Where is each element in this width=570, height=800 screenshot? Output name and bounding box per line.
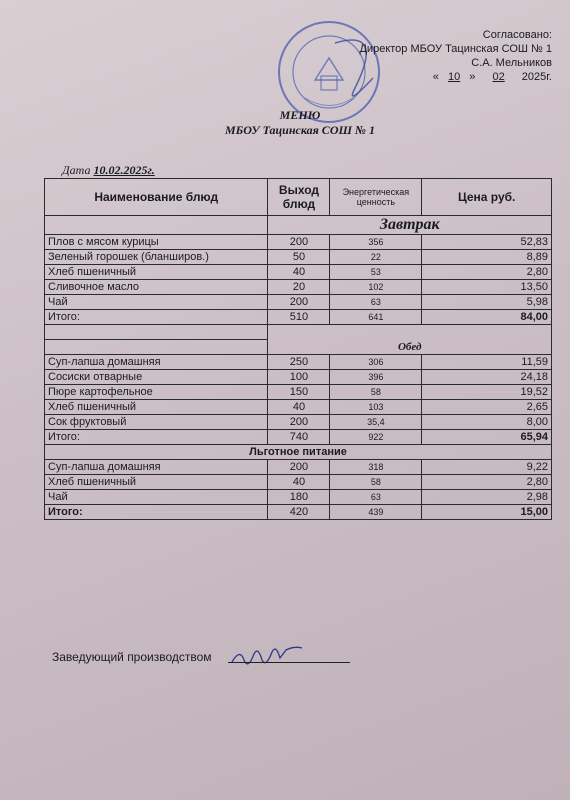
energy-cell: 396 [330,370,422,385]
approval-date [292,70,552,84]
price-cell: 11,59 [422,355,552,370]
output-cell: 250 [268,355,330,370]
table-row [45,280,552,295]
table-row [45,355,552,370]
output-cell: 420 [268,505,330,520]
table-row [45,475,552,490]
total-row [45,430,552,445]
energy-cell: 439 [330,505,422,520]
output-cell: 20 [268,280,330,295]
energy-cell: 306 [330,355,422,370]
table-row [45,400,552,415]
approval-block [292,28,552,84]
header-energy: Энергетическая ценность [330,179,422,216]
dish-name-cell: Итого: [45,430,268,445]
approval-date-close: » [469,71,476,83]
dish-name-cell: Суп-лапша домашняя [45,460,268,475]
energy-cell: 63 [330,490,422,505]
dish-name-cell: Чай [45,490,268,505]
price-cell: 15,00 [422,505,552,520]
dish-name-cell: Сок фруктовый [45,415,268,430]
approval-date-open: « [432,71,439,83]
output-cell: 40 [268,400,330,415]
handwritten-signature [228,640,308,674]
table-row [45,250,552,265]
dish-name-cell: Сосиски отварные [45,370,268,385]
dish-name-cell: Пюре картофельное [45,385,268,400]
table-row [45,415,552,430]
dish-name-cell: Суп-лапша домашняя [45,355,268,370]
price-cell: 8,00 [422,415,552,430]
approval-line2: Директор МБОУ Тацинская СОШ № 1 [359,43,552,55]
approval-day: 10 [447,71,461,83]
energy-cell: 58 [330,475,422,490]
price-cell: 24,18 [422,370,552,385]
energy-cell: 922 [330,430,422,445]
signature-line [228,662,350,663]
date-label: Дата [62,163,91,177]
table-row [45,385,552,400]
dish-name-cell: Зеленый горошек (бланширов.) [45,250,268,265]
price-cell: 2,65 [422,400,552,415]
approval-year: 2025г. [521,71,552,83]
price-cell: 5,98 [422,295,552,310]
lunch-rows [45,355,552,445]
energy-cell: 53 [330,265,422,280]
price-cell: 19,52 [422,385,552,400]
table-row [45,235,552,250]
price-cell: 8,89 [422,250,552,265]
output-cell: 180 [268,490,330,505]
price-cell: 65,94 [422,430,552,445]
section-title-breakfast: Завтрак [268,216,552,235]
price-cell: 2,80 [422,265,552,280]
price-cell: 9,22 [422,460,552,475]
output-cell: 740 [268,430,330,445]
menu-table [44,178,552,520]
approval-month: 02 [492,71,505,83]
benefit-rows [45,460,552,520]
date-value: 10.02.2025г. [93,163,155,177]
breakfast-rows [45,235,552,325]
approval-line3: С.А. Мельников [471,57,552,69]
dish-name-cell: Сливочное масло [45,280,268,295]
output-cell: 40 [268,265,330,280]
dish-name-cell: Итого: [45,505,268,520]
dish-name-cell: Хлеб пшеничный [45,400,268,415]
output-cell: 50 [268,250,330,265]
menu-title: МЕНЮ [279,108,321,122]
energy-cell: 102 [330,280,422,295]
dish-name-cell: Итого: [45,310,268,325]
energy-cell: 58 [330,385,422,400]
section-row-benefit [45,445,552,460]
section-row-breakfast [45,216,552,235]
table-row [45,370,552,385]
output-cell: 510 [268,310,330,325]
energy-cell: 318 [330,460,422,475]
price-cell: 13,50 [422,280,552,295]
output-cell: 200 [268,415,330,430]
page-title [170,108,430,138]
energy-cell: 103 [330,400,422,415]
energy-cell: 356 [330,235,422,250]
energy-cell: 35,4 [330,415,422,430]
output-cell: 200 [268,460,330,475]
energy-cell: 22 [330,250,422,265]
header-price: Цена руб. [422,179,552,216]
energy-cell: 63 [330,295,422,310]
table-row [45,295,552,310]
dish-name-cell: Хлеб пшеничный [45,265,268,280]
price-cell: 2,98 [422,490,552,505]
school-name: МБОУ Тацинская СОШ № 1 [225,123,375,137]
price-cell: 52,83 [422,235,552,250]
header-dish: Наименование блюд [45,179,268,216]
total-row [45,310,552,325]
dish-name-cell: Хлеб пшеничный [45,475,268,490]
section-row-lunch [45,340,552,355]
dish-name-cell: Плов с мясом курицы [45,235,268,250]
dish-name-cell: Чай [45,295,268,310]
price-cell: 84,00 [422,310,552,325]
table-header-row [45,179,552,216]
section-title-benefit: Льготное питание [45,445,552,460]
table-row [45,490,552,505]
table-row [45,460,552,475]
price-cell: 2,80 [422,475,552,490]
menu-date [62,163,155,178]
total-row [45,505,552,520]
header-output: Выход блюд [268,179,330,216]
footer-signature-label: Заведующий производством [52,650,212,664]
output-cell: 150 [268,385,330,400]
output-cell: 200 [268,295,330,310]
output-cell: 40 [268,475,330,490]
output-cell: 100 [268,370,330,385]
approval-line1: Согласовано: [482,29,552,41]
section-title-lunch: Обед [268,340,552,355]
energy-cell: 641 [330,310,422,325]
table-row [45,265,552,280]
section-gap [45,325,552,340]
output-cell: 200 [268,235,330,250]
